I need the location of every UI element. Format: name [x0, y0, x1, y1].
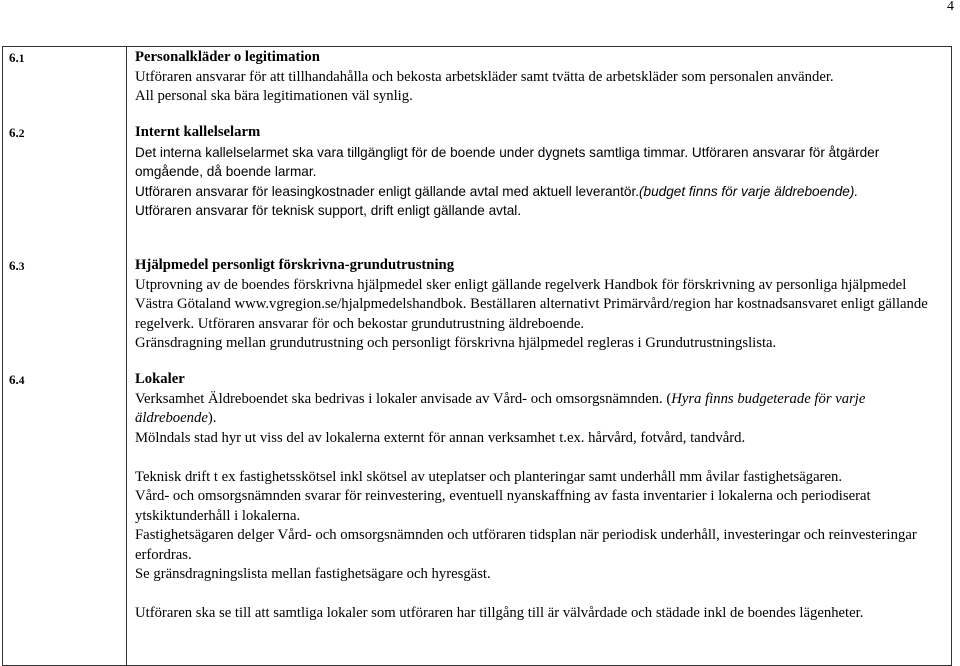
paragraph: Teknisk drift t ex fastighetsskötsel inkl skötsel av uteplatser och planteringar samt underhåll mm åvilar fastighetsägaren. [135, 468, 843, 485]
paragraph: Det interna kallelselarmet ska vara tillgängligt för de boende under dygnets samtliga timmar. Utföraren ansvarar för åtgärder omgående, då boende larmar. [135, 144, 880, 179]
section-content [135, 370, 943, 624]
section-number: 6.1 [9, 50, 25, 65]
section-title: Lokaler [135, 371, 185, 387]
section-content [135, 48, 943, 107]
paragraph: Verksamhet Äldreboendet ska bedrivas i lokaler anvisade av Vård- och omsorgsnämnden. (Hyra finns budgeterade för varje äldreboende). [135, 390, 866, 426]
section-number: 6.3 [9, 258, 25, 273]
paragraph: Utföraren ansvarar för att tillhandahålla och bekosta arbetskläder samt tvätta de arbetskläder som personalen använder. [135, 68, 834, 85]
section-content [135, 123, 943, 221]
paragraph: Gränsdragning mellan grundutrustning och personligt förskrivna hjälpmedel regleras i Grundutrustningslista. [135, 335, 777, 351]
paragraph: Utföraren ska se till att samtliga lokaler som utföraren har tillgång till är välvårdade och städade inkl de boendes lägenheter. [135, 605, 864, 621]
paragraph: Mölndals stad hyr ut viss del av lokalerna externt för annan verksamhet t.ex. hårvård, fotvård, tandvård. [135, 429, 746, 446]
paragraph: Se gränsdragningslista mellan fastighetsägare och hyresgäst. [135, 566, 491, 582]
paragraph: All personal ska bära legitimationen väl synlig. [135, 88, 413, 104]
section-title: Hjälpmedel personligt förskrivna-grundutrustning [135, 257, 455, 273]
page-number: 4 [947, 0, 954, 14]
paragraph: Utföraren ansvarar för leasingkostnader enligt gällande avtal med aktuell leverantör.(budget finns för varje äldreboende). [135, 183, 859, 199]
section-number: 6.4 [9, 372, 25, 387]
section-number: 6.2 [9, 125, 25, 140]
section-title: Internt kallelselarm [135, 124, 261, 140]
paragraph: Fastighetsägaren delger Vård- och omsorgsnämnden och utföraren tidsplan när periodisk underhåll, investeringar och reinvesteringar erfordras. [135, 527, 917, 563]
column-divider [126, 47, 127, 665]
paragraph: Utprovning av de boendes förskrivna hjälpmedel sker enligt gällande regelverk Handbok för förskrivning av personliga hjälpmedel Västra Götaland www.vgregion.se/hjalpmedelshandbok. Beställaren alternativt Primärvård/region har kostnadsansvaret enligt gällande regelverk. Utföraren ansvarar för och bekostar grundutrustning äldreboende. [135, 276, 928, 332]
document-table [2, 46, 952, 666]
paragraph: Utföraren ansvarar för teknisk support, drift enligt gällande avtal. [135, 203, 522, 218]
paragraph: Vård- och omsorgsnämnden svarar för reinvestering, eventuell nyanskaffning av fasta inventarier i lokalerna och periodiserat ytskiktunderhåll i lokalerna. [135, 488, 871, 524]
section-content [135, 256, 943, 354]
section-title: Personalkläder o legitimation [135, 49, 320, 65]
